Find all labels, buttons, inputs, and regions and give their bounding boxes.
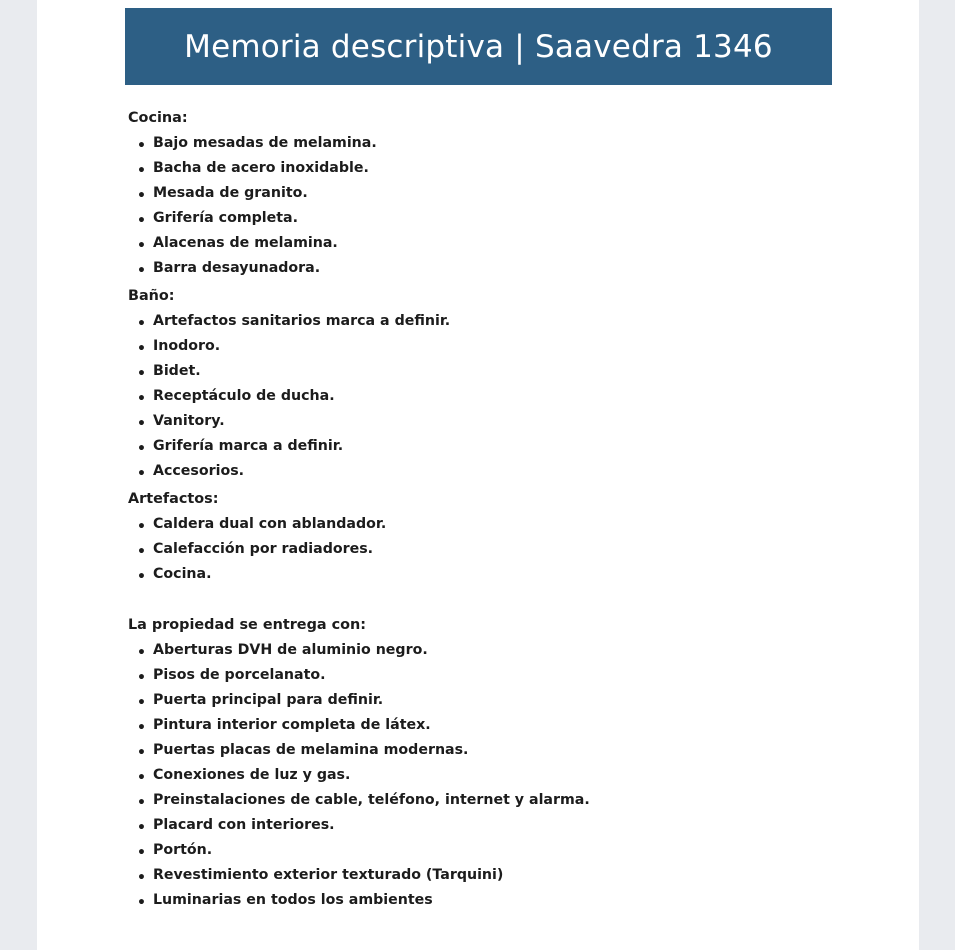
list-item bbox=[128, 638, 828, 663]
bullet-icon: • bbox=[137, 163, 146, 179]
list-item-text: Grifería completa. bbox=[153, 210, 298, 226]
header-banner bbox=[125, 8, 832, 85]
list-item-text: Cocina. bbox=[153, 566, 212, 582]
list-item-text: Placard con interiores. bbox=[153, 817, 335, 833]
list-item-text: Pintura interior completa de látex. bbox=[153, 717, 431, 733]
list-item-text: Accesorios. bbox=[153, 463, 245, 479]
section-title-entrega: La propiedad se entrega con: bbox=[128, 617, 367, 633]
bullet-icon: • bbox=[137, 416, 146, 432]
list-item bbox=[128, 231, 828, 256]
list-item bbox=[128, 663, 828, 688]
section-bano bbox=[128, 284, 828, 484]
document-title: Memoria descriptiva | Saavedra 1346 bbox=[184, 28, 773, 65]
list-item-text: Mesada de granito. bbox=[153, 185, 308, 201]
list-item bbox=[128, 359, 828, 384]
list-item bbox=[128, 309, 828, 334]
list-item-text: Alacenas de melamina. bbox=[153, 235, 338, 251]
list-item bbox=[128, 384, 828, 409]
list-item bbox=[128, 713, 828, 738]
list-cocina bbox=[128, 131, 828, 281]
section-entrega bbox=[128, 613, 828, 913]
list-item bbox=[128, 838, 828, 863]
bullet-icon: • bbox=[137, 870, 146, 886]
bullet-icon: • bbox=[137, 391, 146, 407]
bullet-icon: • bbox=[137, 263, 146, 279]
list-artefactos bbox=[128, 512, 828, 587]
section-artefactos bbox=[128, 487, 828, 587]
document-content bbox=[128, 106, 828, 913]
bullet-icon: • bbox=[137, 569, 146, 585]
list-item bbox=[128, 763, 828, 788]
list-item-text: Receptáculo de ducha. bbox=[153, 388, 335, 404]
bullet-icon: • bbox=[137, 441, 146, 457]
section-title-artefactos: Artefactos: bbox=[128, 491, 219, 507]
bullet-icon: • bbox=[137, 645, 146, 661]
list-item-text: Inodoro. bbox=[153, 338, 221, 354]
list-item bbox=[128, 788, 828, 813]
list-item bbox=[128, 863, 828, 888]
bullet-icon: • bbox=[137, 670, 146, 686]
list-item-text: Grifería marca a definir. bbox=[153, 438, 344, 454]
bullet-icon: • bbox=[137, 695, 146, 711]
bullet-icon: • bbox=[137, 770, 146, 786]
list-item bbox=[128, 738, 828, 763]
list-item-text: Barra desayunadora. bbox=[153, 260, 321, 276]
list-item bbox=[128, 459, 828, 484]
section-title-bano: Baño: bbox=[128, 288, 175, 304]
list-item bbox=[128, 409, 828, 434]
list-item-text: Pisos de porcelanato. bbox=[153, 667, 326, 683]
list-item bbox=[128, 512, 828, 537]
bullet-icon: • bbox=[137, 316, 146, 332]
bullet-icon: • bbox=[137, 544, 146, 560]
list-item-text: Puerta principal para definir. bbox=[153, 692, 384, 708]
list-item bbox=[128, 156, 828, 181]
list-item-text: Caldera dual con ablandador. bbox=[153, 516, 387, 532]
bullet-icon: • bbox=[137, 238, 146, 254]
bullet-icon: • bbox=[137, 745, 146, 761]
section-title-cocina: Cocina: bbox=[128, 110, 188, 126]
list-item-text: Bajo mesadas de melamina. bbox=[153, 135, 377, 151]
bullet-icon: • bbox=[137, 366, 146, 382]
bullet-icon: • bbox=[137, 845, 146, 861]
list-item-text: Luminarias en todos los ambientes bbox=[153, 892, 433, 908]
bullet-icon: • bbox=[137, 720, 146, 736]
list-bano bbox=[128, 309, 828, 484]
list-item-text: Vanitory. bbox=[153, 413, 225, 429]
list-item bbox=[128, 206, 828, 231]
list-item-text: Calefacción por radiadores. bbox=[153, 541, 374, 557]
bullet-icon: • bbox=[137, 213, 146, 229]
list-item bbox=[128, 813, 828, 838]
spacer bbox=[128, 587, 828, 613]
document-page bbox=[37, 0, 919, 950]
list-item-text: Preinstalaciones de cable, teléfono, internet y alarma. bbox=[153, 792, 590, 808]
list-item bbox=[128, 688, 828, 713]
list-item bbox=[128, 131, 828, 156]
list-item-text: Artefactos sanitarios marca a definir. bbox=[153, 313, 451, 329]
list-item bbox=[128, 256, 828, 281]
list-item-text: Bidet. bbox=[153, 363, 201, 379]
bullet-icon: • bbox=[137, 138, 146, 154]
bullet-icon: • bbox=[137, 519, 146, 535]
bullet-icon: • bbox=[137, 341, 146, 357]
list-item-text: Bacha de acero inoxidable. bbox=[153, 160, 369, 176]
list-item-text: Conexiones de luz y gas. bbox=[153, 767, 351, 783]
bullet-icon: • bbox=[137, 795, 146, 811]
section-cocina bbox=[128, 106, 828, 281]
list-entrega bbox=[128, 638, 828, 913]
list-item-text: Aberturas DVH de aluminio negro. bbox=[153, 642, 428, 658]
bullet-icon: • bbox=[137, 895, 146, 911]
list-item-text: Puertas placas de melamina modernas. bbox=[153, 742, 469, 758]
list-item bbox=[128, 181, 828, 206]
list-item bbox=[128, 334, 828, 359]
list-item-text: Revestimiento exterior texturado (Tarquini) bbox=[153, 867, 504, 883]
bullet-icon: • bbox=[137, 188, 146, 204]
list-item bbox=[128, 537, 828, 562]
bullet-icon: • bbox=[137, 466, 146, 482]
list-item bbox=[128, 888, 828, 913]
list-item bbox=[128, 434, 828, 459]
list-item bbox=[128, 562, 828, 587]
bullet-icon: • bbox=[137, 820, 146, 836]
list-item-text: Portón. bbox=[153, 842, 213, 858]
